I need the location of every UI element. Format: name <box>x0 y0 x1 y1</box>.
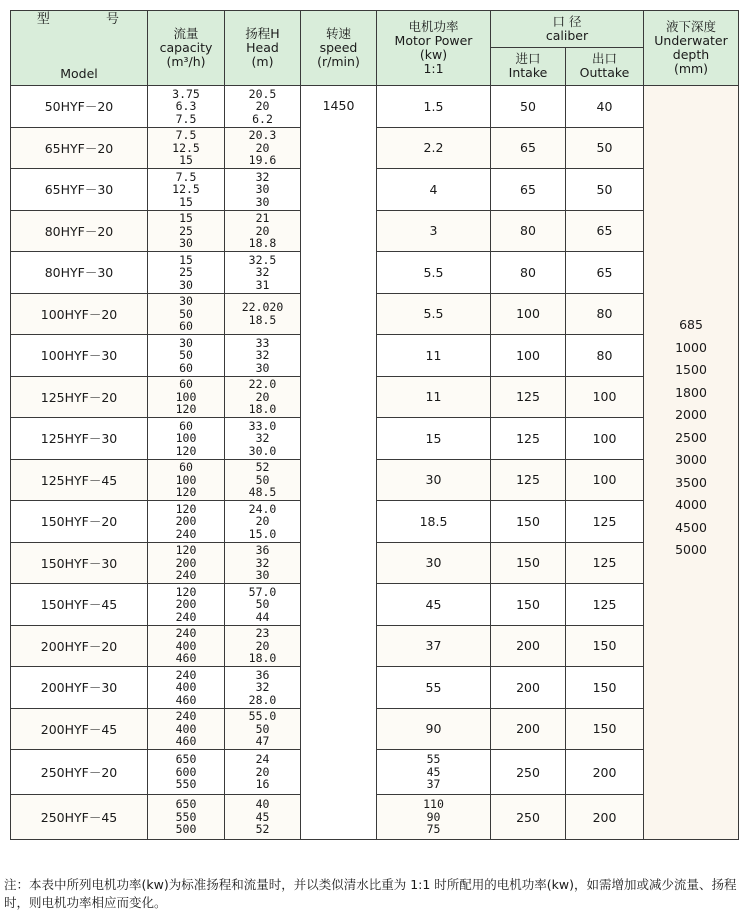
capacity-cell <box>148 459 225 501</box>
header-outtake-zh: 出口 <box>591 51 617 67</box>
head-cell <box>225 127 301 169</box>
outtake-cell: 150 <box>566 625 644 667</box>
power-cell: 4 <box>377 169 491 211</box>
intake-cell: 250 <box>491 750 566 795</box>
model-cell: 150HYF－20 <box>11 501 148 543</box>
intake-cell: 150 <box>491 501 566 543</box>
depth-cell <box>644 86 739 840</box>
head-value: 32 <box>255 265 270 279</box>
capacity-value: 15 <box>179 252 193 267</box>
capacity-value: 120 <box>175 584 197 599</box>
header-intake <box>491 47 566 85</box>
outtake-cell: 100 <box>566 418 644 460</box>
header-head-en: Head <box>246 40 279 55</box>
head-value: 21 <box>255 211 270 225</box>
head-value: 32.5 <box>248 252 277 267</box>
intake-cell: 50 <box>491 86 566 128</box>
head-value: 28.0 <box>248 692 277 707</box>
capacity-cell <box>148 293 225 335</box>
head-value: 30 <box>255 360 270 375</box>
capacity-cell <box>148 795 225 840</box>
intake-cell: 125 <box>491 376 566 418</box>
pump-spec-table <box>10 10 739 840</box>
header-outtake-en: Outtake <box>579 65 630 81</box>
depth-value: 3500 <box>675 474 707 490</box>
depth-value: 2000 <box>675 407 707 422</box>
header-depth-zh: 液下深度 <box>665 19 716 34</box>
outtake-cell: 65 <box>566 252 644 294</box>
power-cell: 11 <box>377 335 491 377</box>
header-model-en: Model <box>60 66 98 81</box>
power-cell: 18.5 <box>377 501 491 543</box>
head-value: 30 <box>255 182 270 196</box>
capacity-value: 15 <box>179 153 193 167</box>
intake-cell: 200 <box>491 708 566 750</box>
header-head-zh: 扬程H <box>245 26 280 41</box>
header-head-unit: (m) <box>251 54 274 69</box>
depth-value: 1500 <box>675 362 707 377</box>
capacity-cell <box>148 584 225 626</box>
head-value: 24.0 <box>248 501 277 516</box>
header-speed-zh: 转速 <box>325 26 351 41</box>
power-cell: 3 <box>377 210 491 252</box>
header-speed-en: speed <box>319 40 358 55</box>
head-value: 33.0 <box>248 418 277 433</box>
head-cell <box>225 501 301 543</box>
capacity-value: 25 <box>179 265 193 279</box>
head-value: 57.0 <box>248 584 277 599</box>
head-cell <box>225 667 301 709</box>
capacity-value: 650 <box>175 797 197 812</box>
power-cell: 45 <box>377 584 491 626</box>
header-intake-en: Intake <box>508 65 548 81</box>
head-value: 32 <box>255 431 270 445</box>
capacity-value: 100 <box>175 431 197 445</box>
head-value: 20 <box>255 638 270 653</box>
capacity-value: 200 <box>175 555 197 570</box>
head-value: 50 <box>255 721 270 736</box>
header-depth <box>644 11 739 86</box>
capacity-value: 240 <box>175 626 197 640</box>
pump-spec-sheet <box>10 10 738 840</box>
capacity-value: 400 <box>175 680 197 694</box>
header-model-zh: 型 号 <box>36 12 146 27</box>
head-value: 55.0 <box>248 709 277 723</box>
head-cell <box>225 625 301 667</box>
capacity-value: 60 <box>179 377 193 391</box>
power-cell: 11 <box>377 376 491 418</box>
capacity-cell <box>148 501 225 543</box>
header-capacity <box>148 11 225 86</box>
head-cell <box>225 169 301 211</box>
head-cell <box>225 86 301 128</box>
header-caliber-en: caliber <box>545 27 589 43</box>
header-outtake <box>566 47 644 85</box>
head-cell <box>225 708 301 750</box>
capacity-value: 240 <box>175 667 197 682</box>
capacity-value: 50 <box>179 306 193 321</box>
capacity-cell <box>148 667 225 709</box>
intake-cell: 100 <box>491 335 566 377</box>
capacity-value: 400 <box>175 721 197 736</box>
power-cell: 1.5 <box>377 86 491 128</box>
capacity-value: 7.5 <box>175 111 197 126</box>
power-cell <box>377 750 491 795</box>
power-cell: 2.2 <box>377 127 491 169</box>
capacity-cell <box>148 335 225 377</box>
depth-value: 2500 <box>675 429 707 445</box>
head-value: 45 <box>255 809 270 824</box>
header-speed-unit: (r/min) <box>317 54 360 69</box>
capacity-cell <box>148 542 225 584</box>
outtake-cell: 50 <box>566 169 644 211</box>
power-value: 90 <box>426 809 441 824</box>
header-speed <box>301 11 377 86</box>
capacity-value: 100 <box>175 472 197 487</box>
head-cell <box>225 542 301 584</box>
head-value: 50 <box>255 597 270 611</box>
head-cell <box>225 293 301 335</box>
outtake-cell: 150 <box>566 667 644 709</box>
capacity-value: 30 <box>179 335 193 350</box>
head-value: 6.2 <box>252 111 273 126</box>
intake-cell: 80 <box>491 210 566 252</box>
model-cell: 250HYF－20 <box>11 750 148 795</box>
table-row <box>11 86 739 128</box>
header-power-en: Motor Power <box>394 33 473 48</box>
head-cell <box>225 376 301 418</box>
head-cell <box>225 418 301 460</box>
head-value: 20 <box>255 514 270 528</box>
head-value: 48.5 <box>248 485 277 499</box>
intake-cell: 65 <box>491 169 566 211</box>
outtake-cell: 80 <box>566 335 644 377</box>
power-cell: 90 <box>377 708 491 750</box>
head-value: 20.3 <box>248 128 277 142</box>
header-capacity-en: capacity <box>159 40 213 55</box>
table-body <box>11 86 739 840</box>
head-value: 20 <box>255 389 270 404</box>
power-cell: 5.5 <box>377 293 491 335</box>
model-cell: 125HYF－20 <box>11 376 148 418</box>
intake-cell: 250 <box>491 795 566 840</box>
head-value: 31 <box>255 277 270 292</box>
intake-cell: 100 <box>491 293 566 335</box>
capacity-value: 7.5 <box>175 169 197 184</box>
power-cell <box>377 795 491 840</box>
outtake-cell: 125 <box>566 501 644 543</box>
capacity-value: 240 <box>175 526 197 541</box>
depth-value: 4500 <box>675 519 707 535</box>
power-cell: 30 <box>377 459 491 501</box>
capacity-value: 30 <box>179 294 193 308</box>
intake-cell: 125 <box>491 459 566 501</box>
outtake-cell: 100 <box>566 376 644 418</box>
capacity-value: 550 <box>175 777 197 792</box>
capacity-cell <box>148 86 225 128</box>
capacity-value: 120 <box>175 443 197 458</box>
depth-value: 5000 <box>675 542 707 557</box>
outtake-cell: 125 <box>566 584 644 626</box>
capacity-value: 550 <box>175 809 197 824</box>
head-value: 19.6 <box>248 153 277 167</box>
capacity-value: 60 <box>179 360 193 375</box>
model-cell: 150HYF－30 <box>11 542 148 584</box>
intake-cell: 200 <box>491 667 566 709</box>
capacity-value: 50 <box>179 348 193 362</box>
power-cell: 15 <box>377 418 491 460</box>
capacity-value: 240 <box>175 609 197 624</box>
intake-cell: 150 <box>491 584 566 626</box>
power-cell: 37 <box>377 625 491 667</box>
depth-value: 3000 <box>675 452 707 467</box>
head-value: 32 <box>255 555 270 570</box>
capacity-value: 400 <box>175 638 197 653</box>
outtake-cell: 200 <box>566 795 644 840</box>
outtake-cell: 200 <box>566 750 644 795</box>
power-cell: 55 <box>377 667 491 709</box>
capacity-value: 60 <box>179 418 193 433</box>
intake-cell: 80 <box>491 252 566 294</box>
head-value: 50 <box>255 472 270 487</box>
header-caliber <box>491 11 644 48</box>
intake-cell: 200 <box>491 625 566 667</box>
speed-value: 1450 <box>322 98 355 113</box>
depth-value: 1800 <box>675 384 707 400</box>
head-value: 18.5 <box>248 312 277 327</box>
head-value: 20 <box>255 223 270 238</box>
header-power-unit: (kw) <box>419 47 448 62</box>
capacity-cell <box>148 127 225 169</box>
model-cell: 80HYF－30 <box>11 252 148 294</box>
head-value: 30 <box>255 568 270 582</box>
model-cell: 100HYF－30 <box>11 335 148 377</box>
head-value: 32 <box>255 169 270 184</box>
head-value: 52 <box>255 460 270 474</box>
header-power-ratio: 1:1 <box>423 61 444 76</box>
outtake-cell: 65 <box>566 210 644 252</box>
model-cell: 125HYF－30 <box>11 418 148 460</box>
head-value: 22.020 <box>241 300 284 315</box>
capacity-value: 7.5 <box>175 128 197 142</box>
header-power-zh: 电机功率 <box>408 19 459 34</box>
head-value: 30 <box>255 194 270 209</box>
header-capacity-unit: (m³/h) <box>166 54 206 69</box>
power-value: 75 <box>426 822 441 837</box>
header-head <box>225 11 301 86</box>
footnote: 注：本表中所列电机功率(kw)为标准扬程和流量时，并以类似清水比重为 1:1 时所配用的电机功率(kw)，如需增加或减少流量、扬程时，则电机功率相应而变化。 <box>4 877 737 910</box>
model-cell: 50HYF－20 <box>11 86 148 128</box>
model-cell: 65HYF－20 <box>11 127 148 169</box>
header-depth-en: Underwater <box>654 33 728 48</box>
outtake-cell: 50 <box>566 127 644 169</box>
intake-cell: 65 <box>491 127 566 169</box>
capacity-cell <box>148 708 225 750</box>
model-cell: 80HYF－20 <box>11 210 148 252</box>
power-value: 55 <box>426 752 441 767</box>
capacity-value: 460 <box>175 692 197 707</box>
power-value: 110 <box>423 797 444 812</box>
outtake-cell: 80 <box>566 293 644 335</box>
head-value: 18.8 <box>248 236 277 250</box>
head-value: 52 <box>255 822 270 837</box>
model-cell: 150HYF－45 <box>11 584 148 626</box>
head-value: 22.0 <box>248 377 277 391</box>
model-cell: 200HYF－45 <box>11 708 148 750</box>
capacity-value: 12.5 <box>172 182 200 196</box>
head-value: 18.0 <box>248 651 277 665</box>
capacity-value: 120 <box>175 543 197 557</box>
capacity-value: 120 <box>175 402 197 416</box>
head-value: 32 <box>255 680 270 694</box>
model-cell: 65HYF－30 <box>11 169 148 211</box>
power-value: 37 <box>426 777 441 792</box>
head-cell <box>225 459 301 501</box>
header-power <box>377 11 491 86</box>
head-value: 36 <box>255 667 270 682</box>
head-value: 30.0 <box>248 443 277 458</box>
capacity-cell <box>148 169 225 211</box>
capacity-value: 6.3 <box>175 99 197 113</box>
header-intake-zh: 进口 <box>515 51 541 67</box>
capacity-cell <box>148 750 225 795</box>
model-cell: 250HYF－45 <box>11 795 148 840</box>
capacity-value: 15 <box>179 194 193 209</box>
capacity-value: 650 <box>175 752 197 767</box>
head-value: 36 <box>255 543 270 557</box>
depth-list <box>644 86 738 562</box>
head-value: 20.5 <box>248 86 277 101</box>
depth-value: 685 <box>679 317 703 332</box>
head-cell <box>225 210 301 252</box>
capacity-value: 240 <box>175 709 197 723</box>
head-value: 18.0 <box>248 402 277 416</box>
capacity-value: 460 <box>175 651 197 665</box>
head-value: 44 <box>255 609 270 624</box>
header-capacity-zh: 流量 <box>173 26 199 41</box>
header-depth-unit: (mm) <box>673 61 709 76</box>
capacity-value: 240 <box>175 568 197 582</box>
capacity-value: 25 <box>179 223 193 238</box>
head-value: 40 <box>255 797 270 812</box>
capacity-value: 100 <box>175 389 197 404</box>
outtake-cell: 150 <box>566 708 644 750</box>
header-model <box>11 11 148 86</box>
head-value: 20 <box>255 140 270 155</box>
head-cell <box>225 584 301 626</box>
power-value: 45 <box>426 764 441 779</box>
capacity-value: 120 <box>175 501 197 516</box>
capacity-value: 500 <box>175 822 197 837</box>
capacity-value: 200 <box>175 514 197 528</box>
outtake-cell: 100 <box>566 459 644 501</box>
header-caliber-zh: 口 径 <box>552 13 582 29</box>
speed-cell <box>301 86 377 840</box>
head-value: 33 <box>255 335 270 350</box>
capacity-value: 3.75 <box>172 86 200 101</box>
head-value: 23 <box>255 626 270 640</box>
capacity-value: 60 <box>179 460 193 474</box>
head-value: 32 <box>255 348 270 362</box>
header-depth-en2: depth <box>672 47 710 62</box>
depth-value: 1000 <box>675 339 707 355</box>
model-cell: 125HYF－45 <box>11 459 148 501</box>
capacity-cell <box>148 418 225 460</box>
power-cell: 30 <box>377 542 491 584</box>
head-value: 20 <box>255 764 270 779</box>
model-cell: 200HYF－30 <box>11 667 148 709</box>
head-value: 16 <box>255 777 270 792</box>
capacity-value: 200 <box>175 597 197 611</box>
head-value: 15.0 <box>248 526 277 541</box>
power-cell: 5.5 <box>377 252 491 294</box>
capacity-value: 15 <box>179 211 193 225</box>
head-value: 20 <box>255 99 270 113</box>
head-cell <box>225 252 301 294</box>
capacity-value: 60 <box>179 319 193 333</box>
capacity-value: 460 <box>175 734 197 748</box>
head-cell <box>225 335 301 377</box>
capacity-cell <box>148 376 225 418</box>
head-cell <box>225 795 301 840</box>
outtake-cell: 40 <box>566 86 644 128</box>
model-cell: 100HYF－20 <box>11 293 148 335</box>
capacity-value: 120 <box>175 485 197 499</box>
intake-cell: 125 <box>491 418 566 460</box>
model-cell: 200HYF－20 <box>11 625 148 667</box>
capacity-value: 600 <box>175 764 197 779</box>
intake-cell: 150 <box>491 542 566 584</box>
head-value: 24 <box>255 752 270 767</box>
capacity-cell <box>148 210 225 252</box>
head-cell <box>225 750 301 795</box>
capacity-value: 30 <box>179 236 193 250</box>
outtake-cell: 125 <box>566 542 644 584</box>
capacity-value: 30 <box>179 277 193 292</box>
capacity-cell <box>148 252 225 294</box>
depth-value: 4000 <box>675 497 707 512</box>
head-value: 47 <box>255 734 270 748</box>
capacity-cell <box>148 625 225 667</box>
capacity-value: 12.5 <box>172 140 200 155</box>
